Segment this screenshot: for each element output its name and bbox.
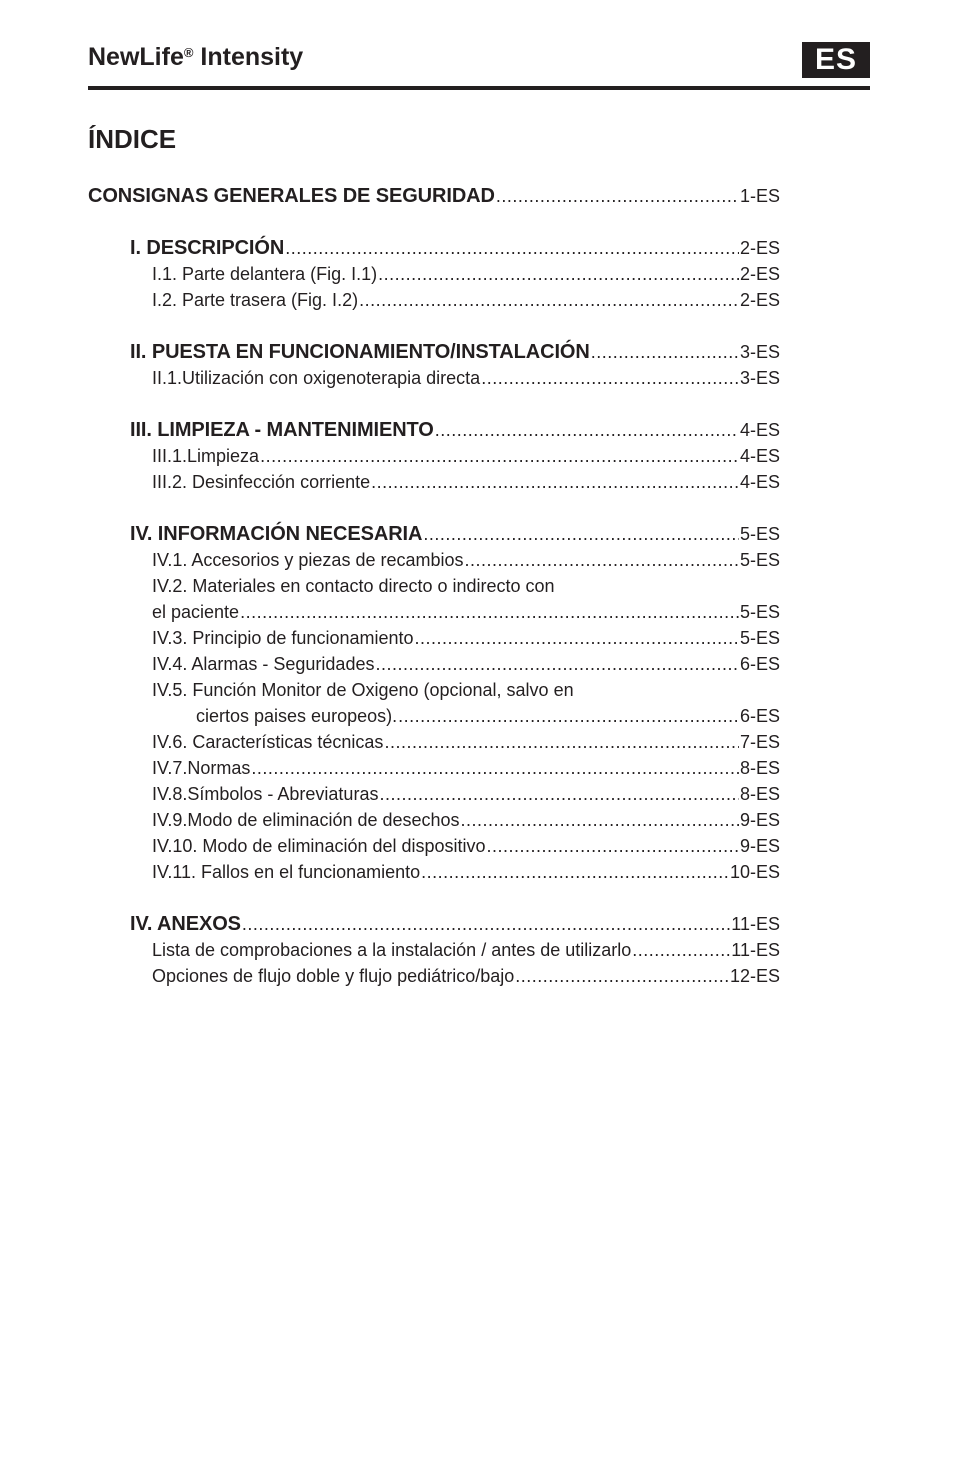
toc-page-number: 11-ES [731, 914, 780, 934]
toc-page-number: 5-ES [739, 550, 780, 570]
toc-page-number: 6-ES [739, 654, 780, 674]
toc-spacer [88, 391, 780, 417]
toc-spacer [88, 313, 780, 339]
toc-subsection-entry[interactable] [88, 963, 780, 989]
toc-page-number: 7-ES [739, 732, 780, 752]
dot-leader [496, 183, 739, 209]
dot-leader [465, 547, 739, 573]
toc-page-number: 9-ES [739, 810, 780, 830]
dot-leader [421, 859, 729, 885]
dot-leader [461, 807, 739, 833]
toc-entry-label: II.1.Utilización con oxigenoterapia directa [152, 368, 481, 388]
toc-entry-label: Lista de comprobaciones a la instalación / antes de utilizarlo [152, 940, 632, 960]
toc-subsection-entry[interactable] [88, 833, 780, 859]
toc-page-number: 4-ES [739, 446, 780, 466]
toc-entry-label: IV.10. Modo de eliminación del dispositivo [152, 836, 486, 856]
table-of-contents [88, 183, 780, 989]
dot-leader [481, 365, 739, 391]
toc-page-number: 2-ES [739, 238, 780, 258]
toc-entry-text: IV.5. Función Monitor de Oxigeno (opcional, salvo en [152, 680, 574, 700]
dot-leader [398, 703, 739, 729]
toc-page-number: 3-ES [739, 342, 780, 362]
toc-entry-label: IV.8.Símbolos - Abreviaturas [152, 784, 379, 804]
dot-leader [378, 261, 739, 287]
toc-page-number: 10-ES [729, 862, 780, 882]
dot-leader [375, 651, 739, 677]
page-title: ÍNDICE [88, 124, 177, 154]
dot-leader [240, 599, 739, 625]
toc-page-number: 11-ES [731, 940, 780, 960]
toc-page-number: 4-ES [739, 472, 780, 492]
toc-spacer [88, 885, 780, 911]
toc-subsection-entry[interactable] [88, 547, 780, 573]
toc-entry-label: CONSIGNAS GENERALES DE SEGURIDAD [88, 185, 495, 207]
toc-page-number: 1-ES [739, 186, 780, 206]
dot-leader [384, 729, 739, 755]
toc-entry-label: I. DESCRIPCIÓN [130, 237, 285, 259]
dot-leader [515, 963, 729, 989]
dot-leader [591, 339, 739, 365]
toc-entry-label: III. LIMPIEZA - MANTENIMIENTO [130, 419, 434, 441]
toc-page-number: 2-ES [739, 264, 780, 284]
toc-entry-label: IV.7.Normas [152, 758, 251, 778]
dot-leader [371, 469, 739, 495]
toc-entry-label: IV.11. Fallos en el funcionamiento [152, 862, 421, 882]
toc-entry-label: IV. ANEXOS [130, 913, 241, 935]
brand-suffix: Intensity [193, 43, 304, 71]
toc-section-entry[interactable] [88, 521, 780, 547]
toc-page-number: 5-ES [739, 524, 780, 544]
toc-subsection-entry[interactable] [88, 859, 780, 885]
toc-subsection-entry[interactable] [88, 469, 780, 495]
toc-section-entry[interactable] [88, 235, 780, 261]
toc-entry-label: I.2. Parte trasera (Fig. I.2) [152, 290, 359, 310]
registered-mark: ® [183, 45, 194, 60]
toc-subsection-entry[interactable] [88, 781, 780, 807]
toc-entry-label: II. PUESTA EN FUNCIONAMIENTO/INSTALACIÓN [130, 341, 590, 363]
dot-leader [260, 443, 739, 469]
toc-page-number: 4-ES [739, 420, 780, 440]
toc-entry-label: ciertos paises europeos). [196, 706, 398, 726]
toc-page-number: 8-ES [739, 784, 780, 804]
toc-entry-label: I.1. Parte delantera (Fig. I.1) [152, 264, 378, 284]
toc-entry-label: IV.4. Alarmas - Seguridades [152, 654, 375, 674]
toc-entry-label: IV.1. Accesorios y piezas de recambios [152, 550, 464, 570]
dot-leader [423, 521, 739, 547]
toc-page-number: 12-ES [729, 966, 780, 986]
dot-leader [415, 625, 739, 651]
toc-entry-label: IV.3. Principio de funcionamiento [152, 628, 414, 648]
dot-leader [359, 287, 739, 313]
toc-page-number: 3-ES [739, 368, 780, 388]
toc-spacer [88, 495, 780, 521]
toc-section-entry[interactable] [88, 183, 780, 209]
toc-entry-label: el paciente [152, 602, 240, 622]
toc-subsection-entry[interactable] [88, 625, 780, 651]
toc-subsection-entry[interactable] [88, 287, 780, 313]
toc-entry-label: IV. INFORMACIÓN NECESARIA [130, 523, 423, 545]
toc-entry-text: IV.2. Materiales en contacto directo o indirecto con [152, 576, 555, 596]
toc-page-number: 5-ES [739, 602, 780, 622]
toc-subsection-entry[interactable] [88, 443, 780, 469]
toc-subsection-entry[interactable] [88, 937, 780, 963]
toc-subsection-entry[interactable] [88, 261, 780, 287]
toc-subsection-entry[interactable] [88, 807, 780, 833]
toc-page-number: 6-ES [739, 706, 780, 726]
dot-leader [242, 911, 730, 937]
toc-spacer [88, 209, 780, 235]
toc-page-number: 9-ES [739, 836, 780, 856]
toc-subsection-entry[interactable] [88, 651, 780, 677]
toc-page-number: 8-ES [739, 758, 780, 778]
page-header [88, 40, 870, 90]
language-tab: ES [802, 42, 870, 78]
toc-entry-label: III.2. Desinfección corriente [152, 472, 371, 492]
toc-section-entry[interactable] [88, 417, 780, 443]
toc-subsection-entry[interactable] [88, 755, 780, 781]
toc-section-entry[interactable] [88, 339, 780, 365]
brand-name: NewLife [88, 43, 184, 71]
dot-leader [435, 417, 739, 443]
toc-entry-label: IV.6. Características técnicas [152, 732, 384, 752]
toc-subsection-entry[interactable] [88, 365, 780, 391]
toc-entry-label: Opciones de flujo doble y flujo pediátrico/bajo [152, 966, 515, 986]
dot-leader [632, 937, 730, 963]
toc-section-entry[interactable] [88, 911, 780, 937]
dot-leader [285, 235, 739, 261]
toc-entry-label: IV.9.Modo de eliminación de desechos [152, 810, 460, 830]
dot-leader [487, 833, 739, 859]
toc-entry-label: III.1.Limpieza [152, 446, 260, 466]
toc-subsection-entry[interactable] [88, 703, 780, 729]
toc-page-number: 2-ES [739, 290, 780, 310]
dot-leader [379, 781, 739, 807]
brand-title [88, 43, 303, 72]
toc-subsection-entry[interactable] [88, 599, 780, 625]
toc-page-number: 5-ES [739, 628, 780, 648]
dot-leader [251, 755, 739, 781]
toc-subsection-entry[interactable] [88, 729, 780, 755]
